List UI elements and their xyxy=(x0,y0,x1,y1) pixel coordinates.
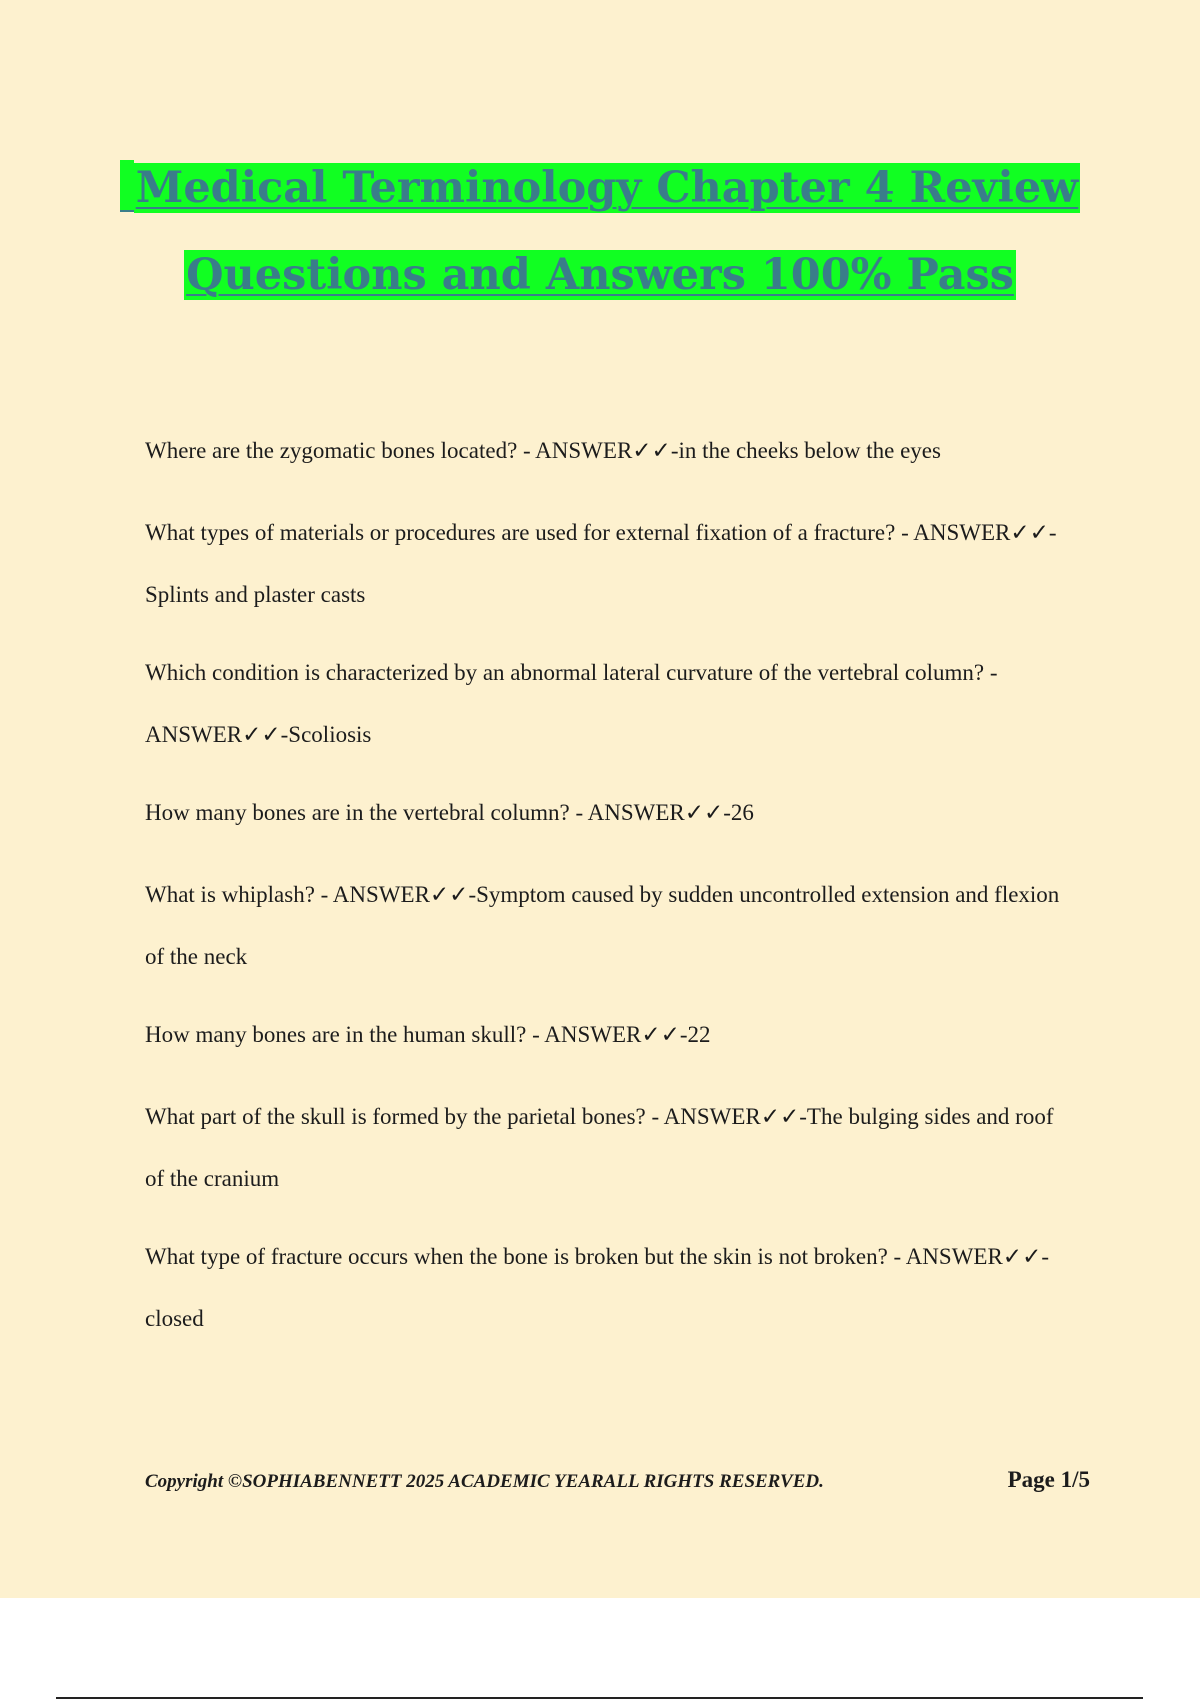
title-line-2-text: Questions and Answers 100% Pass xyxy=(186,250,1014,300)
page-footer xyxy=(145,1465,1090,1505)
qa-list xyxy=(145,420,1075,1366)
qa-item: What is whiplash? - ANSWER✓✓-Symptom caused by sudden uncontrolled extension and flexion of the neck xyxy=(145,882,1060,969)
title-line-2 xyxy=(0,247,1200,303)
qa-item: What part of the skull is formed by the parietal bones? - ANSWER✓✓-The bulging sides and roof of the cranium xyxy=(145,1104,1054,1191)
title-underline-indent xyxy=(120,160,134,212)
page-number: Page 1/5 xyxy=(1007,1467,1090,1492)
qa-item: What type of fracture occurs when the bone is broken but the skin is not broken? - ANSWER✓✓-closed xyxy=(145,1244,1050,1331)
title-line-1-text: Medical Terminology Chapter 4 Review xyxy=(135,163,1079,213)
qa-item: What types of materials or procedures are used for external fixation of a fracture? - ANSWER✓✓-Splints and plaster casts xyxy=(145,520,1057,607)
qa-item: How many bones are in the human skull? - ANSWER✓✓-22 xyxy=(145,1022,711,1047)
qa-item: How many bones are in the vertebral column? - ANSWER✓✓-26 xyxy=(145,800,754,825)
qa-item: Which condition is characterized by an abnormal lateral curvature of the vertebral column? - ANSWER✓✓-Scoliosis xyxy=(145,660,998,747)
qa-item: Where are the zygomatic bones located? - ANSWER✓✓-in the cheeks below the eyes xyxy=(145,438,941,463)
title-line-1 xyxy=(0,160,1200,216)
bottom-divider xyxy=(56,1697,1143,1699)
copyright-notice: Copyright ©SOPHIABENNETT 2025 ACADEMIC YEARALL RIGHTS RESERVED. xyxy=(145,1471,824,1492)
